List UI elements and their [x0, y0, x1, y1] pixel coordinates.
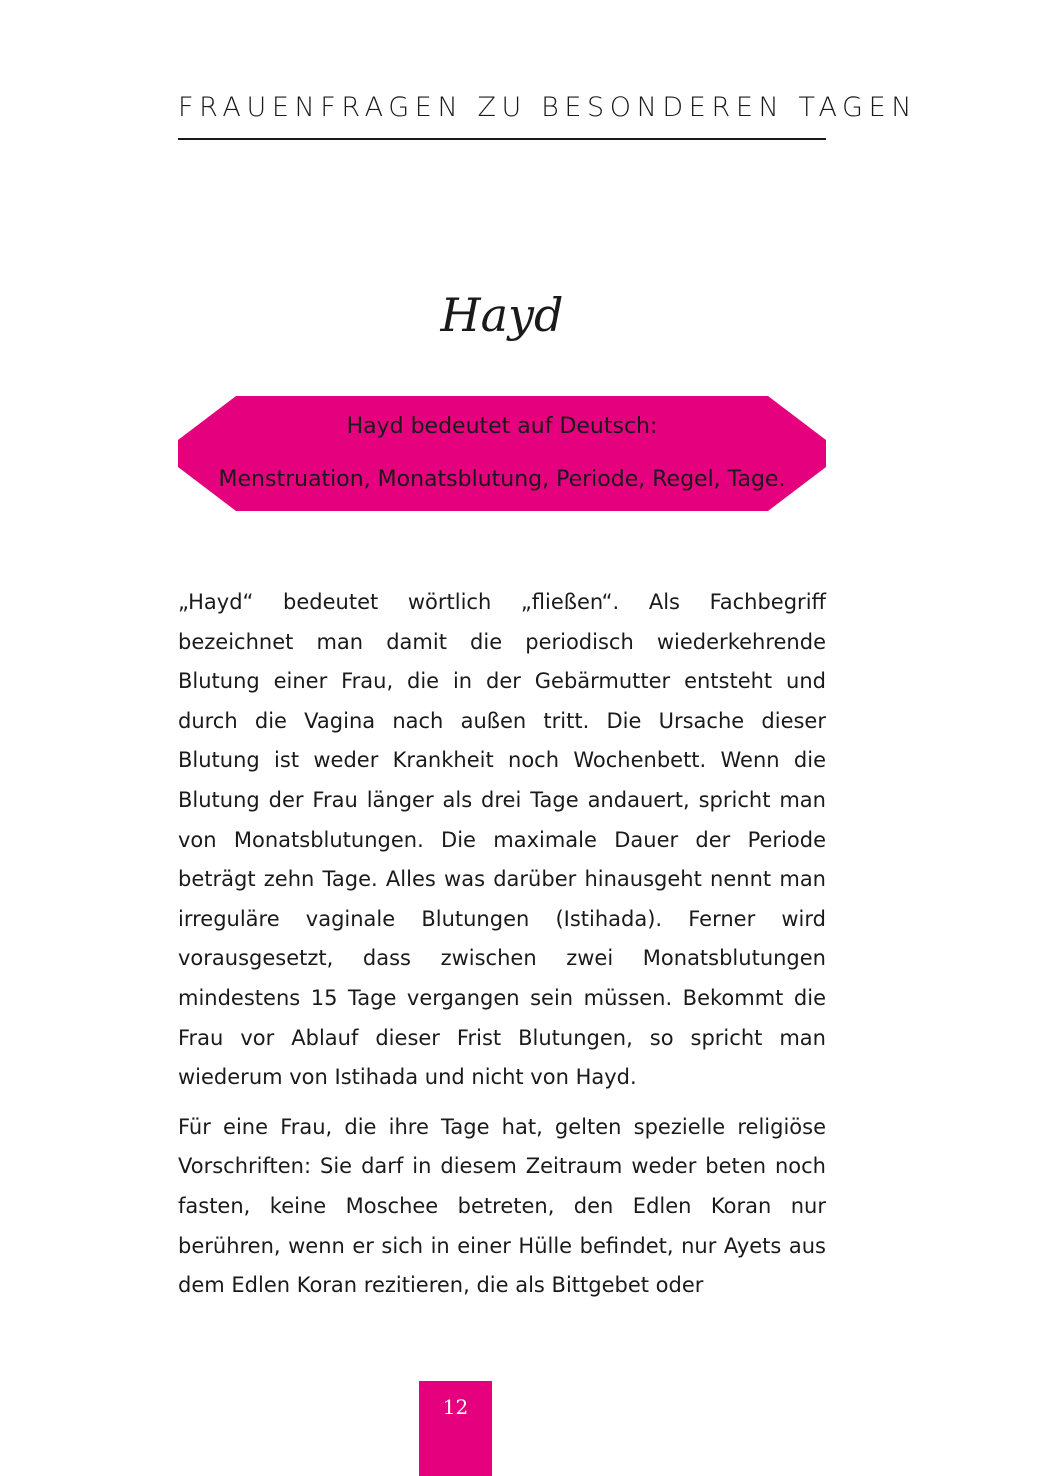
chapter-title: Hayd [440, 288, 564, 342]
page-number: 12 [442, 1395, 469, 1419]
header-rule [178, 138, 826, 140]
definition-callout [178, 396, 826, 511]
running-header: FRAUENFRAGEN ZU BESONDEREN TAGEN [178, 92, 918, 123]
body-text [178, 583, 826, 1316]
callout-line-1: Hayd bedeutet auf Deutsch: [346, 414, 658, 439]
body-paragraph-1: „Hayd“ bedeutet wörtlich „fließen“. Als Fachbegriff bezeichnet man damit die periodisch wiederkehrende Blutung einer Frau, die in der Gebärmutter entsteht und durch die Vagina nach außen tritt. Die Ursache dieser Blutung ist weder Krankheit noch Wochenbett. Wenn die Blutung der Frau länger als drei Tage andauert, spricht man von Monatsblutungen. Die maximale Dauer der Periode beträgt zehn Tage. Alles was darüber hinausgeht nennt man irreguläre vaginale Blutungen (Istihada). Ferner wird vorausgesetzt, dass zwischen zwei Monatsblutungen mindestens 15 Tage vergangen sein müssen. Bekommt die Frau vor Ablauf dieser Frist Blutungen, so spricht man wiederum von Istihada und nicht von Hayd. [178, 590, 826, 1090]
body-paragraph-2: Für eine Frau, die ihre Tage hat, gelten spezielle religiöse Vorschriften: Sie darf in diesem Zeitraum weder beten noch fasten, keine Moschee betreten, den Edlen Koran nur berühren, wenn er sich in einer Hülle befindet, nur Ayets aus dem Edlen Koran rezitieren, die als Bittgebet oder [178, 1114, 826, 1298]
callout-line-2: Menstruation, Monatsblutung, Periode, Regel, Tage. [218, 467, 786, 492]
page-number-box [419, 1381, 492, 1476]
